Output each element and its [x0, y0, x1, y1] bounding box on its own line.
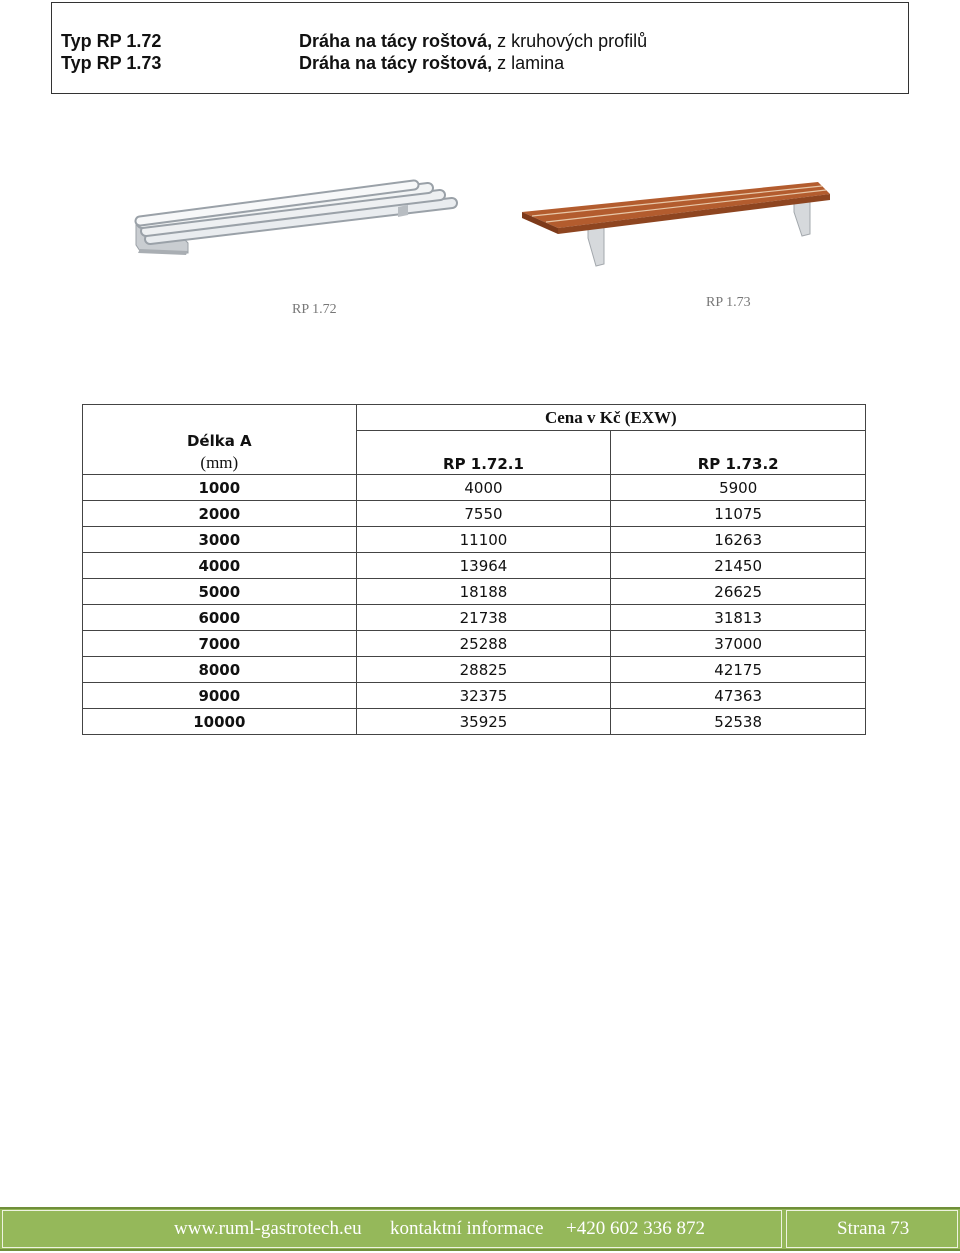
product-image-rp172	[130, 175, 470, 265]
length-cell: 3000	[83, 527, 357, 553]
price-cell-rp1732: 26625	[611, 579, 866, 605]
length-header: Délka A (mm)	[83, 405, 357, 475]
price-cell-rp1732: 16263	[611, 527, 866, 553]
column-header-rp1732: RP 1.73.2	[611, 431, 866, 475]
price-cell-rp1721: 18188	[356, 579, 611, 605]
table-row	[83, 579, 866, 605]
table-row	[83, 553, 866, 579]
length-cell: 8000	[83, 657, 357, 683]
price-cell-rp1732: 11075	[611, 501, 866, 527]
product-label-rp173: RP 1.73	[706, 295, 751, 310]
table-row	[83, 683, 866, 709]
length-cell: 9000	[83, 683, 357, 709]
price-cell-rp1721: 13964	[356, 553, 611, 579]
price-cell-rp1732: 52538	[611, 709, 866, 735]
column-header-rp1721: RP 1.72.1	[356, 431, 611, 475]
price-cell-rp1732: 31813	[611, 605, 866, 631]
table-row	[83, 501, 866, 527]
price-table	[82, 404, 866, 735]
type-description: Dráha na tácy roštová, z kruhových profilů	[299, 31, 648, 51]
header-box	[51, 2, 909, 94]
price-cell-rp1721: 11100	[356, 527, 611, 553]
length-cell: 6000	[83, 605, 357, 631]
type-code: Typ RP 1.73	[61, 53, 162, 73]
price-cell-rp1732: 21450	[611, 553, 866, 579]
price-cell-rp1721: 28825	[356, 657, 611, 683]
length-cell: 2000	[83, 501, 357, 527]
header-row-rp172	[61, 30, 647, 52]
product-label-rp172: RP 1.72	[292, 302, 337, 317]
price-title: Cena v Kč (EXW)	[356, 405, 865, 431]
length-cell: 4000	[83, 553, 357, 579]
length-cell: 5000	[83, 579, 357, 605]
table-row	[83, 527, 866, 553]
price-cell-rp1732: 47363	[611, 683, 866, 709]
price-cell-rp1721: 32375	[356, 683, 611, 709]
product-image-rp173	[518, 176, 838, 271]
header-row-rp173	[61, 52, 564, 74]
price-cell-rp1732: 5900	[611, 475, 866, 501]
footer-contact-label: kontaktní informace	[390, 1218, 544, 1239]
price-cell-rp1721: 35925	[356, 709, 611, 735]
type-description: Dráha na tácy roštová, z lamina	[299, 53, 565, 73]
footer-phone: +420 602 336 872	[566, 1218, 705, 1239]
price-cell-rp1721: 25288	[356, 631, 611, 657]
table-row	[83, 657, 866, 683]
length-cell: 10000	[83, 709, 357, 735]
footer-website-link[interactable]: www.ruml-gastrotech.eu	[174, 1218, 362, 1239]
table-row	[83, 605, 866, 631]
table-row	[83, 631, 866, 657]
type-code: Typ RP 1.72	[61, 31, 162, 51]
price-cell-rp1721: 7550	[356, 501, 611, 527]
price-cell-rp1732: 42175	[611, 657, 866, 683]
table-row	[83, 709, 866, 735]
price-cell-rp1721: 4000	[356, 475, 611, 501]
length-cell: 1000	[83, 475, 357, 501]
price-cell-rp1721: 21738	[356, 605, 611, 631]
price-cell-rp1732: 37000	[611, 631, 866, 657]
length-cell: 7000	[83, 631, 357, 657]
table-row	[83, 475, 866, 501]
footer-page-number: Strana 73	[837, 1218, 910, 1239]
table-title-row	[83, 405, 866, 431]
